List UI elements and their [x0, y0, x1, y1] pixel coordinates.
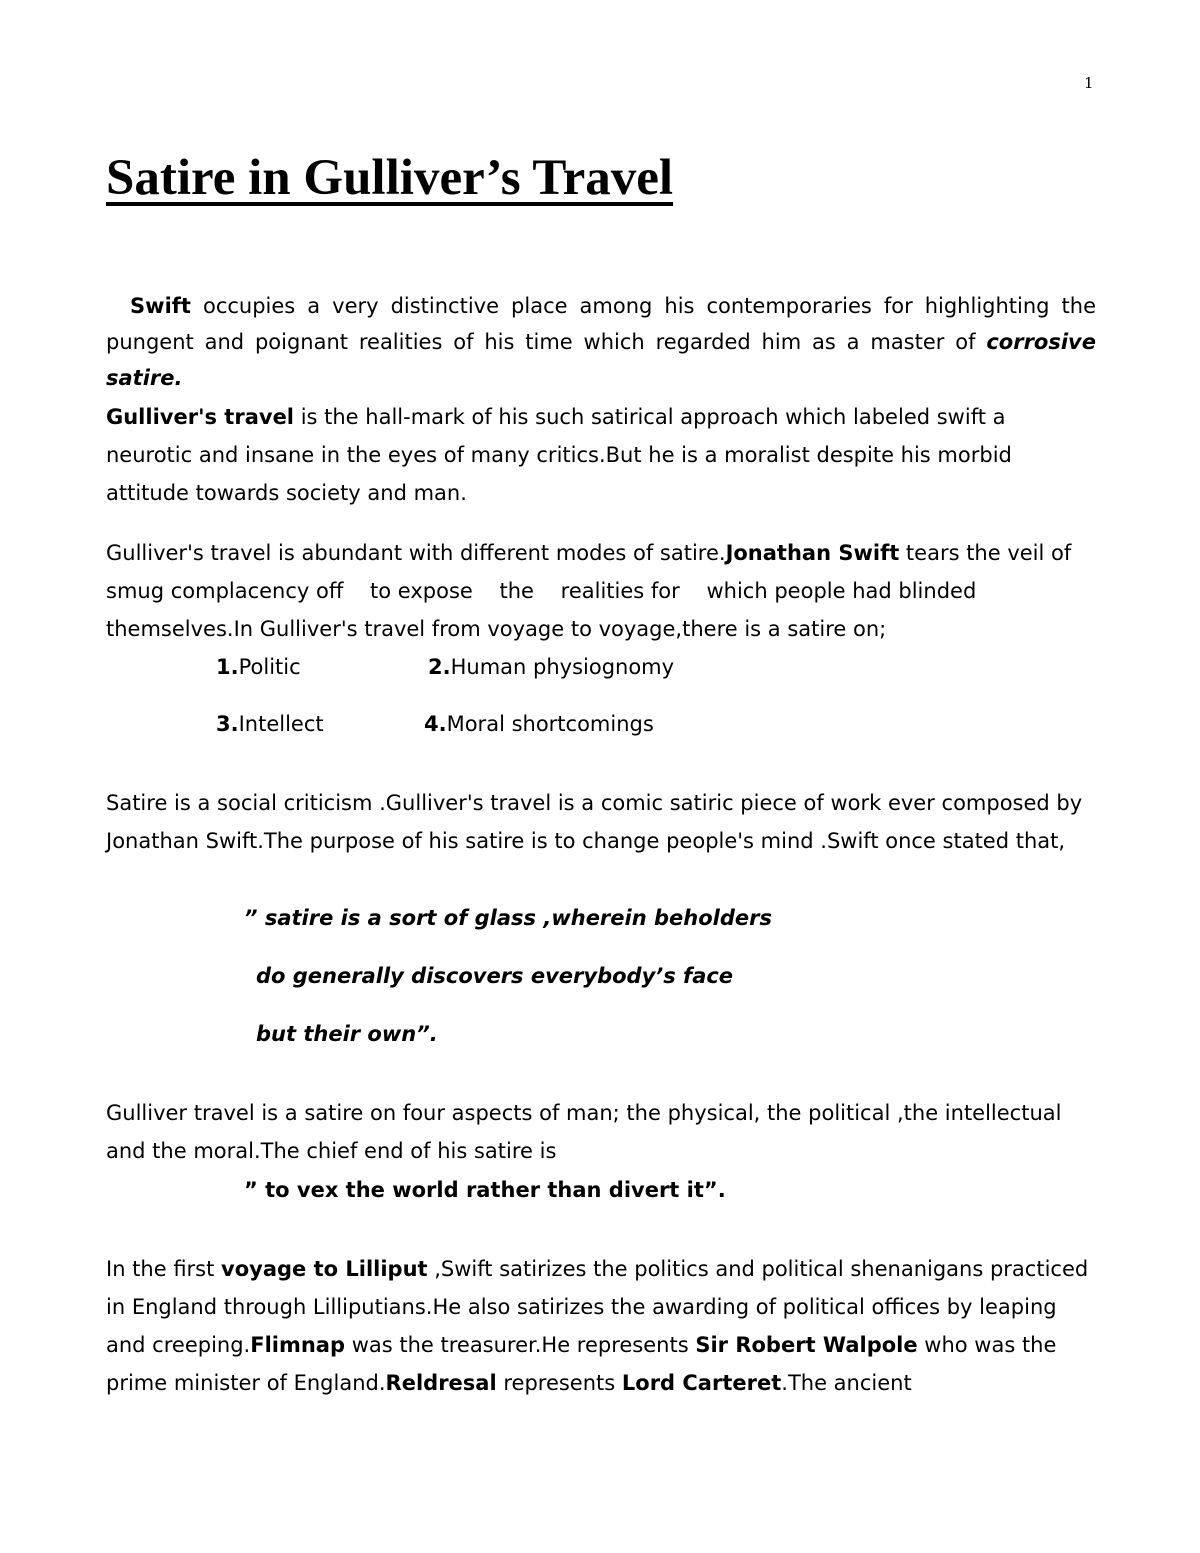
list-item [428, 652, 674, 682]
paragraph-modes [106, 534, 1096, 648]
list-label: Human physiognomy [450, 655, 675, 679]
list-number: 2. [428, 655, 451, 679]
list-item [424, 709, 654, 739]
paragraph-modes-text-a: Gulliver's travel is abundant with different modes of satire. [106, 541, 726, 565]
quote-line: ” satire is a sort of glass ,wherein beholders [244, 906, 772, 930]
list-label: Intellect [238, 712, 324, 736]
text-run: In the first [106, 1257, 222, 1281]
bold-sir-robert-walpole: Sir Robert Walpole [695, 1333, 918, 1357]
list-number: 1. [216, 655, 239, 679]
bold-voyage-to-lilliput: voyage to Lilliput [221, 1257, 428, 1281]
bold-reldresal: Reldresal [385, 1371, 497, 1395]
text-run: was the treasurer.He represents [345, 1333, 696, 1357]
bold-jonathan-swift: Jonathan Swift [725, 541, 900, 565]
list-item [216, 652, 301, 682]
list-label: Moral shortcomings [446, 712, 654, 736]
page-number: 1 [1084, 74, 1094, 92]
paragraph-intro-text: occupies a very distinctive place among his contemporaries for highlighting the pungent and poignant realities of his time which regarded him as a master of [106, 294, 1096, 354]
paragraph-four-aspects: Gulliver travel is a satire on four aspects of man; the physical, the political ,the intellectual and the moral.The chief end of his satire is [106, 1101, 1062, 1163]
list-number: 4. [424, 712, 447, 736]
text-run: ,Swift satirizes the politics and political shenanigans practiced in England through Lilliputians.He also satirizes the awarding of political offices by leaping and creeping. [106, 1257, 1089, 1357]
list-label: Politic [238, 655, 301, 679]
paragraph-social-criticism: Satire is a social criticism .Gulliver's travel is a comic satiric piece of work ever composed by Jonathan Swift.The purpose of his satire is to change people's mind .Swift once stated that, [106, 791, 1083, 853]
paragraph-modes-text-b: tears the veil of smug complacency off to expose the realities for which people had blinded themselves.In Gulliver's travel from voyage to voyage,there is a satire on; [106, 541, 1078, 641]
text-run: .The ancient [781, 1371, 912, 1395]
paragraph-hallmark-text: is the hall-mark of his such satirical approach which labeled swift a neurotic and insane in the eyes of many critics.But he is a moralist despite his morbid attitude towards society and man. [106, 405, 1012, 505]
text-run: who was the prime minister of England. [106, 1333, 1057, 1395]
quote-line: but their own”. [256, 1022, 438, 1046]
bold-gullivers-travel: Gulliver's travel [106, 405, 295, 429]
document-title: Satire in Gulliver’s Travel [106, 150, 674, 206]
bold-flimnap: Flimnap [250, 1333, 346, 1357]
emphasis-corrosive-satire: corrosive satire. [106, 330, 1096, 390]
quote-line: do generally discovers everybody’s face [256, 964, 734, 988]
paragraph-lilliput [106, 1250, 1096, 1402]
paragraph-intro [106, 288, 1096, 396]
bold-lord-carteret: Lord Carteret [621, 1371, 782, 1395]
list-number: 3. [216, 712, 239, 736]
quote-vex-the-world: ” to vex the world rather than divert it”. [244, 1178, 726, 1202]
paragraph-hallmark [106, 398, 1096, 512]
list-item [216, 709, 324, 739]
bold-swift: Swift [130, 294, 191, 318]
text-run: represents [496, 1371, 622, 1395]
